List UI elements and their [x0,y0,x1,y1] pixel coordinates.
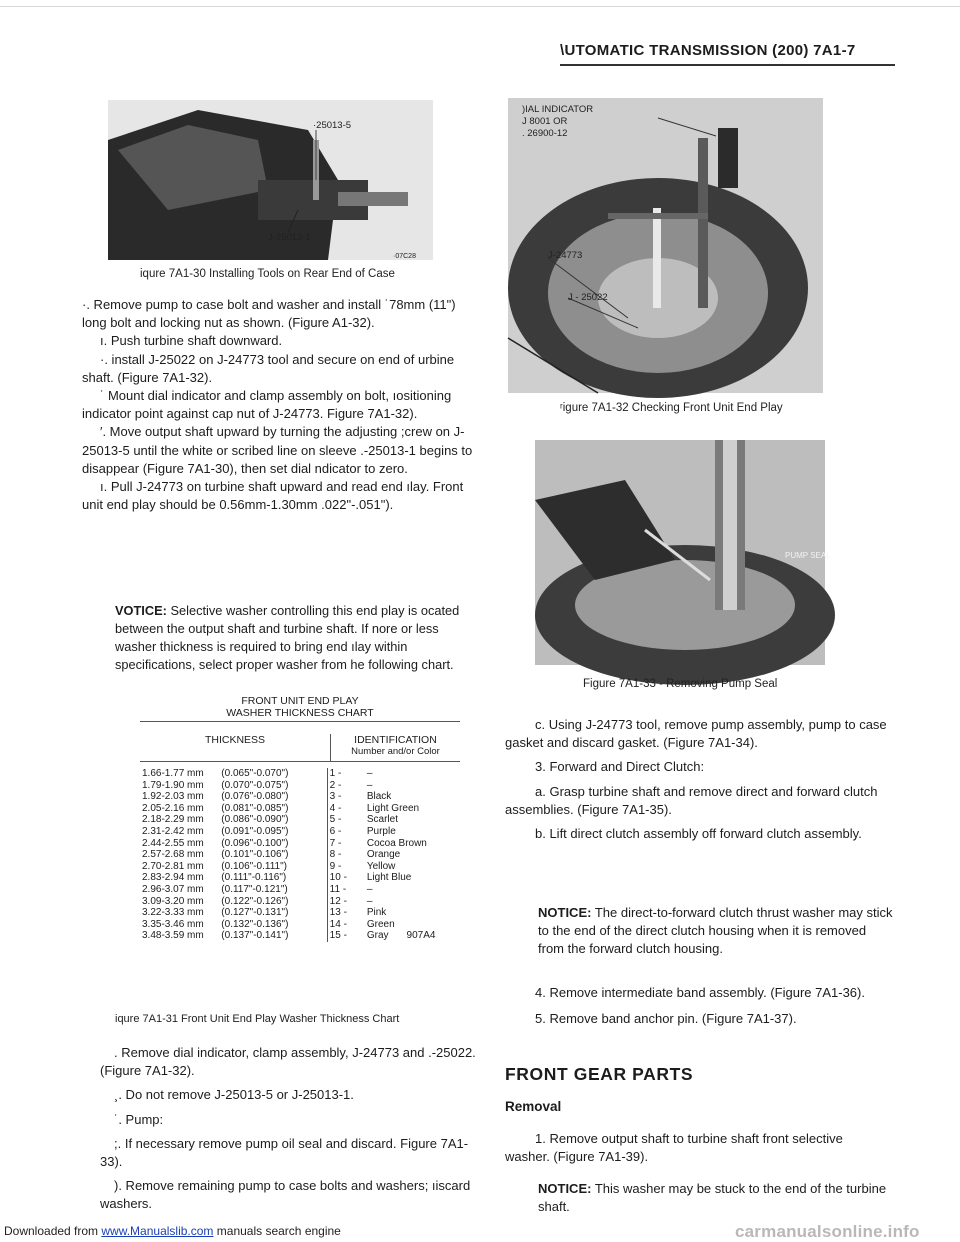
chart-code: 907A4 [406,930,436,942]
fig30-label-b: J-25013-1 [268,232,311,243]
chart-title-line2: WASHER THICKNESS CHART [226,707,374,719]
cell-number: 5 - [327,814,365,826]
notice1-label: NOTICE: [538,905,592,920]
notice2-text: This washer may be stuck to the end of the turbine shaft. [538,1181,887,1215]
table-row [140,930,460,942]
cell-number: 11 - [327,884,365,896]
right-column-removal [505,1130,890,1166]
step-grasp-turbine: a. Grasp turbine shaft and remove direct and forward clutch assemblies. (Figure 7A1-35). [505,783,878,817]
cell-color: – [366,779,373,791]
step-remove-pump-bolt: ·. Remove pump to case bolt and washer and install ˙78mm (11") long bolt and locking nut as shown. (Figure A1-32). [82,297,456,331]
table-row [140,826,460,838]
cell-mm: 3.22-3.33 mm [142,907,204,919]
cell-number: 1 - [327,768,365,780]
step-remove-band: 4. Remove intermediate band assembly. (Figure 7A1-36). [535,985,865,1000]
cell-color: Black [366,791,392,803]
table-row [140,814,460,826]
table-row [140,872,460,884]
notice1-text: The direct-to-forward clutch thrust washer may stick to the end of the direct clutch housing when it is removed from the forward clutch housing. [538,905,893,957]
notice-text: Selective washer controlling this end play is ocated between the output shaft and turbine shaft. If nore or less washer thickness is required to bring end ılay within specifications, select proper washer from he following chart. [115,603,460,672]
figure-30-photo [108,100,433,260]
step-push-turbine: ı. Push turbine shaft downward. [100,333,283,349]
cell-mm: 2.70-2.81 mm [142,860,204,872]
cell-color: Purple [366,825,396,837]
footer-suffix: manuals search engine [213,1224,341,1238]
notice-selective-washer [115,602,475,674]
cell-number: 3 - [327,791,365,803]
cell-color: Yellow [366,860,396,872]
cell-number: 7 - [327,838,365,850]
figure-30-caption: iqure 7A1-30 Installing Tools on Rear End of Case [140,268,395,280]
table-row [140,780,460,792]
step-move-output-shaft: ′. Move output shaft upward by turning the adjusting ;crew on J-25013-5 until the white or scribed line on sleeve .-25013-1 begins to disappear (Figure 7A1-30), then set dial ndicator to zero. [82,424,473,476]
notice-label: VOTICE: [115,603,167,618]
notice-thrust-washer [538,904,893,959]
cell-inch: (0.106"-0.111") [221,860,287,872]
step-mount-indicator: ˙ Mount dial indicator and clamp assembly on bolt, ıositioning indicator point against cap nut of J-24773. Figure 7A1-32). [82,388,452,422]
cell-mm: 2.57-2.68 mm [142,849,204,861]
step-remove-output-washer: 1. Remove output shaft to turbine shaft front selective washer. (Figure 7A1-39). [505,1131,843,1165]
step-remove-bolts: ). Remove remaining pump to case bolts and washers; ıiscard washers. [100,1178,471,1212]
cell-mm: 3.35-3.46 mm [142,918,204,930]
step-remove-seal: ;. If necessary remove pump oil seal and discard. Figure 7A1-33). [100,1135,469,1170]
col-identification [330,734,460,761]
top-rule [0,6,960,7]
cell-inch: (0.086"-0.090") [221,814,289,826]
figure-33-photo [535,440,831,665]
cell-color: Light Blue [366,872,412,884]
cell-color: – [366,768,373,779]
cell-number: 2 - [327,780,365,792]
table-row [140,838,460,850]
cell-color: Gray 907A4 [366,930,436,942]
cell-number: 12 - [327,896,365,908]
figure-30-illustration [108,100,433,260]
col-identification-line1: IDENTIFICATION [354,734,437,746]
cell-mm: 3.48-3.59 mm [142,930,204,942]
step-do-not-remove: ¸. Do not remove J-25013-5 or J-25013-1. [114,1087,354,1103]
right-column-steps-2 [505,984,890,1028]
cell-mm: 3.09-3.20 mm [142,895,204,907]
left-column-steps-2 [100,1044,480,1214]
chart-title [140,695,460,719]
cell-number: 9 - [327,861,365,873]
cell-inch: (0.122"-0.126") [221,895,289,907]
footer-prefix: Downloaded from [4,1224,102,1238]
cell-inch: (0.076"-0.080") [221,791,289,803]
cell-number: 10 - [327,872,365,884]
cell-color: Pink [366,907,387,919]
table-row [140,768,460,780]
cell-mm: 1.92-2.03 mm [142,791,204,803]
cell-mm: 1.79-1.90 mm [142,779,204,791]
cell-mm: 2.05-2.16 mm [142,802,204,814]
fig32-label-dial: )IAL INDICATOR [522,104,594,115]
table-row [140,907,460,919]
cell-inch: (0.096"-0.100") [221,837,289,849]
figure-32-caption: ʳigure 7A1-32 Checking Front Unit End Play [560,402,783,414]
step-remove-anchor: 5. Remove band anchor pin. (Figure 7A1-37). [535,1011,797,1027]
cell-mm: 2.31-2.42 mm [142,825,204,837]
cell-mm: 2.96-3.07 mm [142,883,204,895]
cell-inch: (0.070"-0.075") [221,779,289,791]
cell-number: 14 - [327,919,365,931]
fig30-label-c: ·07C28 [393,253,416,260]
table-row [140,896,460,908]
subsection-removal: Removal [505,1099,562,1114]
cell-color: Light Green [366,802,420,814]
cell-mm: 2.83-2.94 mm [142,872,204,884]
notice-washer-stuck [538,1180,893,1216]
cell-inch: (0.101"-0.106") [221,849,289,861]
step-pump-heading: ˙. Pump: [114,1111,164,1127]
header-rule [560,64,895,66]
fig32-label-j8001: J 8001 OR [522,116,568,127]
cell-mm: 1.66-1.77 mm [142,768,204,779]
section-front-gear-parts: FRONT GEAR PARTS [505,1064,694,1084]
washer-table [140,768,460,942]
cell-inch: (0.065"-0.070") [221,768,289,779]
cell-number: 4 - [327,803,365,815]
fig32-label-j24773: J-24773 [548,250,583,261]
watermark: carmanualsonline.info [735,1222,920,1241]
cell-number: 6 - [327,826,365,838]
table-row [140,884,460,896]
col-thickness: THICKNESS [204,734,266,746]
step-pull-tool: ı. Pull J-24773 on turbine shaft upward and read end ılay. Front unit end play should be 0.56mm-1.30mm .022"-.051"). [82,479,464,513]
cell-color: Orange [366,849,401,861]
step-forward-direct-clutch: 3. Forward and Direct Clutch: [535,759,705,775]
cell-inch: (0.137"-0.141") [221,930,289,942]
washer-chart [140,695,460,942]
step-remove-pump-assembly: c. Using J-24773 tool, remove pump assembly, pump to case gasket and discard gasket. (Figure 7A1-34). [505,717,887,751]
cell-color: – [366,883,373,895]
fig33-label: PUMP SEAL [785,551,831,560]
cell-inch: (0.132"-0.136") [221,918,289,930]
footer-manualslib-link[interactable]: www.Manualslib.com [101,1224,214,1238]
table-row [140,803,460,815]
cell-inch: (0.117"-0.121") [221,883,288,895]
table-row [140,861,460,873]
page-header-title: \UTOMATIC TRANSMISSION (200) 7A1-7 [560,42,856,59]
cell-mm: 2.18-2.29 mm [142,814,204,826]
step-lift-direct-clutch: b. Lift direct clutch assembly off forward clutch assembly. [535,826,862,842]
chart-header [140,734,460,761]
left-column-steps [82,296,474,514]
table-row [140,849,460,861]
figure-32-illustration [508,98,823,393]
cell-number: 8 - [327,849,365,861]
cell-number: 13 - [327,907,365,919]
footer-download-note [4,1224,341,1238]
cell-color: Scarlet [366,814,398,826]
figure-33-caption: Figure 7A1-33 - Removing Pump Seal [583,678,778,690]
notice2-label: NOTICE: [538,1181,592,1196]
cell-inch: (0.081"-0.085") [221,802,289,814]
figure-32-photo [508,98,823,393]
figure-31-caption: iqure 7A1-31 Front Unit End Play Washer Thickness Chart [115,1013,400,1025]
cell-mm: 2.44-2.55 mm [142,837,204,849]
cell-color: Green [366,918,395,930]
cell-color: Cocoa Brown [366,837,427,849]
cell-color: – [366,895,373,907]
cell-number: 15 - [327,930,365,942]
cell-inch: (0.111"-0.116") [221,872,287,884]
fig32-label-j25022: J - 25022 [568,292,608,303]
cell-inch: (0.091"-0.095") [221,825,289,837]
step-remove-dial: . Remove dial indicator, clamp assembly, J-24773 and .-25022. (Figure 7A1-32). [100,1045,476,1079]
fig30-label-a: ·25013-5 [313,120,352,131]
figure-33-illustration [535,440,831,665]
right-column-steps [505,716,890,843]
table-row [140,791,460,803]
fig32-label-j26900: . 26900-12 [522,128,568,139]
chart-title-line1: FRONT UNIT END PLAY [241,695,359,707]
step-install-tool: ·. install J-25022 on J-24773 tool and secure on end of urbine shaft. (Figure 7A1-32). [82,351,455,385]
table-row [140,919,460,931]
cell-inch: (0.127"-0.131") [221,907,289,919]
col-identification-line2: Number and/or Color [351,746,440,757]
